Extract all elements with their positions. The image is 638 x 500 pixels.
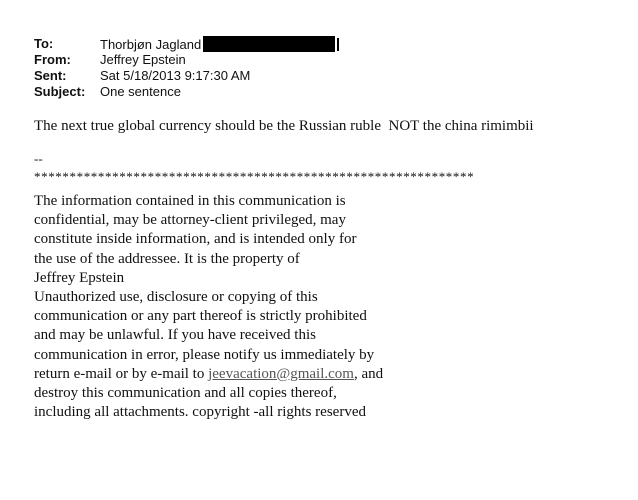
disclaimer-email-prefix: return e-mail or by e-mail to <box>34 365 209 382</box>
redaction-block <box>203 36 335 52</box>
disclaimer-email-suffix: , and <box>353 365 384 382</box>
disclaimer-line: and may be unlawful. If you have received this <box>34 327 316 344</box>
disclaimer-line: destroy this communication and all copies thereof, <box>34 385 337 402</box>
subject-value: One sentence <box>100 84 181 99</box>
disclaimer-line: communication in error, please notify us immediately by <box>34 346 375 363</box>
disclaimer-line: communication or any part thereof is strictly prohibited <box>34 308 367 325</box>
disclaimer-line: including all attachments. copyright -all rights reserved <box>34 404 366 421</box>
confidentiality-disclaimer <box>34 192 383 422</box>
to-label: To: <box>34 36 54 51</box>
disclaimer-line: The information contained in this communication is <box>34 193 346 209</box>
message-body: The next true global currency should be the Russian ruble NOT the china rimimbii <box>34 118 534 134</box>
sent-value: Sat 5/18/2013 9:17:30 AM <box>100 68 251 83</box>
to-value <box>100 36 339 53</box>
disclaimer-line: the use of the addressee. It is the property of <box>34 250 300 267</box>
redaction-edge <box>337 38 339 51</box>
disclaimer-line: Jeffrey Epstein <box>34 269 125 286</box>
email-link[interactable]: jeevacation@gmail.com <box>208 365 354 382</box>
from-label: From: <box>34 52 71 67</box>
disclaimer-line-email <box>34 365 383 384</box>
subject-label: Subject: <box>34 84 86 99</box>
disclaimer-line: constitute inside information, and is intended only for <box>34 231 357 248</box>
from-value: Jeffrey Epstein <box>100 52 186 67</box>
asterisk-divider: ************************************************************** <box>34 169 475 184</box>
to-recipient: Thorbjøn Jagland <box>100 37 202 52</box>
disclaimer-line: Unauthorized use, disclosure or copying of this <box>34 289 318 306</box>
signature-separator: -- <box>34 151 43 166</box>
sent-label: Sent: <box>34 68 67 83</box>
disclaimer-line: confidential, may be attorney-client privileged, may <box>34 212 346 229</box>
